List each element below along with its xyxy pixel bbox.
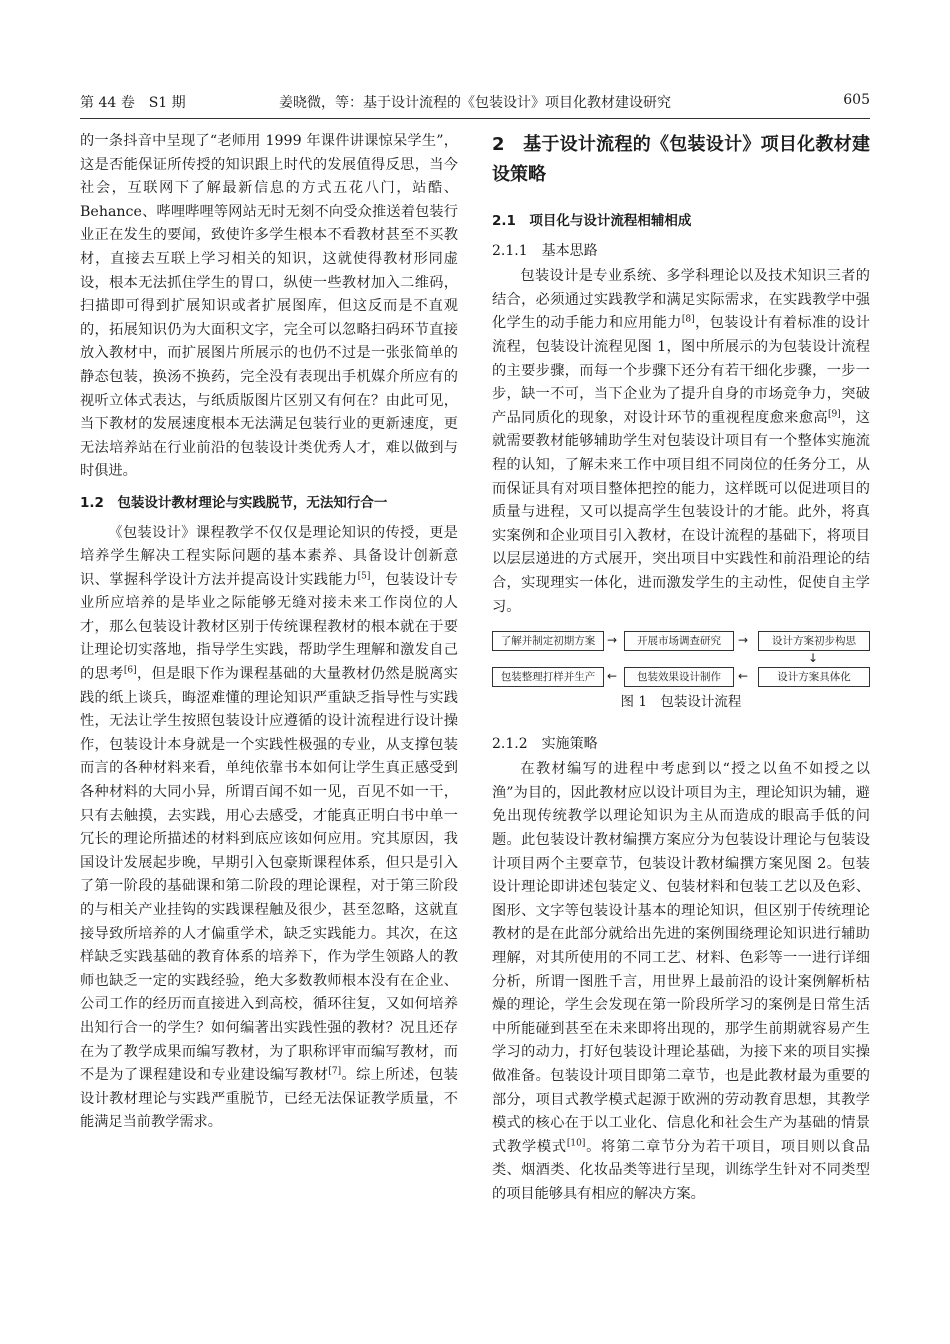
arrow-right-icon: → xyxy=(607,633,618,648)
section-heading-2-1: 2.1 项目化与设计流程相辅相成 xyxy=(492,213,692,229)
right-column xyxy=(492,130,870,1207)
flow-step-1: 了解并制定初期方案 xyxy=(492,631,604,651)
figure-1-caption: 图 1 包装设计流程 xyxy=(620,694,742,711)
arrow-left-icon: ← xyxy=(738,669,749,684)
paragraph-continued: 的一条抖音中呈现了“老师用 1999 年课件讲课惊呆学生”，这是否能保证所传授的知识跟上时代的发展值得反思，当今社会，互联网下了解最新信息的方式五花八门，站酷、Behance、哔哩哔哩等网站无时无刻不向受众推送着包装行业正在发生的要闻，致使许多学生根本不看教材甚至不买教材，直接去互联上学习相关的知识，这就使得教材形同虚设，根本无法抓住学生的胃口，纵使一些教材加入二维码，扫描即可得到扩展知识或者扩展图库，但这反而是不直观的，拓展知识仍为大面积文字，完全可以忽略扫码环节直接放入教材中，而扩展图片所展示的也仍不过是一张张简单的静态包装，换汤不换药，完全没有表现出手机媒介所应有的视听立体式表达，与纸质版图片区别又有何在？由此可见，当下教材的发展速度根本无法满足包装行业的更新速度，更无法培养站在行业前沿的包装设计类优秀人才，难以做到与时俱进。 xyxy=(80,133,458,480)
citation-5[interactable]: [5] xyxy=(357,570,371,581)
flow-step-3: 设计方案初步构思 xyxy=(758,631,870,651)
citation-9[interactable]: [9] xyxy=(828,409,841,420)
flow-step-4: 设计方案具体化 xyxy=(758,667,870,687)
header-rule xyxy=(80,118,870,119)
section-heading-2: 2 基于设计流程的《包装设计》项目化教材建设策略 xyxy=(492,134,870,185)
running-title: 姜晓微，等：基于设计流程的《包装设计》项目化教材建设研究 xyxy=(279,95,671,111)
section-heading-2-1-1: 2.1.1 基本思路 xyxy=(492,242,598,259)
paragraph-implementation: 在教材编写的进程中考虑到以“授之以鱼不如授之以渔”为目的，因此教材应以设计项目为主，理论知识为辅，避免出现传统教学以理论知识为主从而造成的眼高手低的问题。此包装设计教材编撰方案应分为包装设计理论与包装设计项目两个主要章节，包装设计教材编撰方案见图 2。包装设计理论即讲述包装定义、包装材料和包装工艺以及色彩、图形、文字等包装设计基本的理论知识，但区别于传统理论教材的是在此部分就给出先进的案例围绕理论知识进行辅助理解，对其所使用的不同工艺、材料、色彩等一一进行详细分析，所谓一图胜千言，用世界上最前沿的设计案例解析枯燥的理论，学生会发现在第一阶段所学习的案例是日常生活中所能碰到甚至在未来即将出现的，那学生前期就容易产生学习的动力，打好包装设计理论基础，为接下来的项目实操做准备。包装设计项目即第二章节，也是此教材最为重要的部分，项目式教学模式起源于欧洲的劳动教育思想，其教学模式的核心在于以工业化、信息化和社会生产为基础的情景式教学模式[10]。将第二章节分为若干项目，项目则以食品类、烟酒类、化妆品类等进行呈现，训练学生针对不同类型的项目能够具有相应的解决方案。 xyxy=(492,761,870,1202)
citation-10[interactable]: [10] xyxy=(566,1138,586,1149)
volume-issue: 第 44 卷 S1 期 xyxy=(80,95,186,111)
section-heading-1-2: 1.2 包装设计教材理论与实践脱节，无法知行合一 xyxy=(80,494,388,511)
flow-step-2: 开展市场调查研究 xyxy=(624,631,734,651)
page-number: 605 xyxy=(843,92,870,108)
figure-1-flowchart xyxy=(492,631,870,687)
arrow-down-icon: ↓ xyxy=(808,651,819,666)
citation-6[interactable]: [6] xyxy=(123,665,137,676)
paragraph-basic-idea: 包装设计是专业系统、多学科理论以及技术知识三者的结合，必须通过实践教学和满足实际需求，在实践教学中强化学生的动手能力和应用能力[8]，包装设计有着标准的设计流程，包装设计流程见图 1，图中所展示的为包装设计流程的主要步骤，而每一个步骤下还分有若干细化步骤，一步一步，缺一不可，当下企业为了提升自身的市场竞争力，突破产品同质化的现象，对设计环节的重视程度愈来愈高[9]，这就需要教材能够辅助学生对包装设计项目有一个整体实施流程的认知，了解未来工作中项目组不同岗位的任务分工，从而保证具有对项目整体把控的能力，这样既可以促进项目的质量与进程，又可以提高学生包装设计的才能。此外，将真实案例和企业项目引入教材，在设计流程的基础下，将项目以层层递进的方式展开，突出项目中实践性和前沿理论的结合，实现理实一体化，进而激发学生的主动性，促使自主学习。 xyxy=(492,268,870,615)
arrow-left-icon: ← xyxy=(607,669,618,684)
flow-step-6: 包装整理打样并生产 xyxy=(492,667,604,687)
arrow-right-icon: → xyxy=(738,633,749,648)
paragraph-theory-practice: 《包装设计》课程教学不仅仅是理论知识的传授，更是培养学生解决工程实际问题的基本素养、具备设计创新意识、掌握科学设计方法并提高设计实践能力[5]，包装设计专业所应培养的是毕业之际能够无缝对接未来工作岗位的人才，那么包装设计教材区别于传统课程教材的根本就在于要让理论切实落地，指导学生实践，帮助学生理解和激发自己的思考[6]，但是眼下作为课程基础的大量教材仍然是脱离实践的纸上谈兵，晦涩难懂的理论知识严重缺乏指导性与实践性，无法让学生按照包装设计应遵循的设计流程进行设计操作，包装设计本身就是一个实践性极强的专业，从支撑包装而言的各种材料来看，单纯依靠书本如何让学生真正感受到各种材料的大同小异，所谓百闻不如一见，百见不如一干，只有去触摸，去实践，用心去感受，才能真正明白书中单一冗长的理论所描述的材料到底应该如何应用。究其原因，我国设计发展起步晚，早期引入包豪斯课程体系，但只是引入了第一阶段的基础课和第二阶段的理论课程，对于第三阶段的与相关产业挂钩的实践课程触及很少，甚至忽略，这就直接导致所培养的人才偏重学术，缺乏实践能力。其次，在这样缺乏实践基础的教育体系的培养下，作为学生领路人的教师也缺乏一定的实践经验，绝大多数教师根本没有在企业、公司工作的经历而直接进入到高校，循环往复，又如何培养出知行合一的学生？如何编著出实践性强的教材？况且还存在为了教学成果而编写教材，为了职称评审而编写教材，而不是为了课程建设和专业建设编写教材[7]。综上所述，包装设计教材理论与实践严重脱节，已经无法保证教学质量，不能满足当前教学需求。 xyxy=(80,524,458,1131)
running-header xyxy=(80,92,870,118)
left-column xyxy=(80,130,458,1135)
citation-8[interactable]: [8] xyxy=(681,314,695,325)
citation-7[interactable]: [7] xyxy=(328,1066,342,1077)
flow-step-5: 包装效果设计制作 xyxy=(624,667,734,687)
section-heading-2-1-2: 2.1.2 实施策略 xyxy=(492,735,598,752)
